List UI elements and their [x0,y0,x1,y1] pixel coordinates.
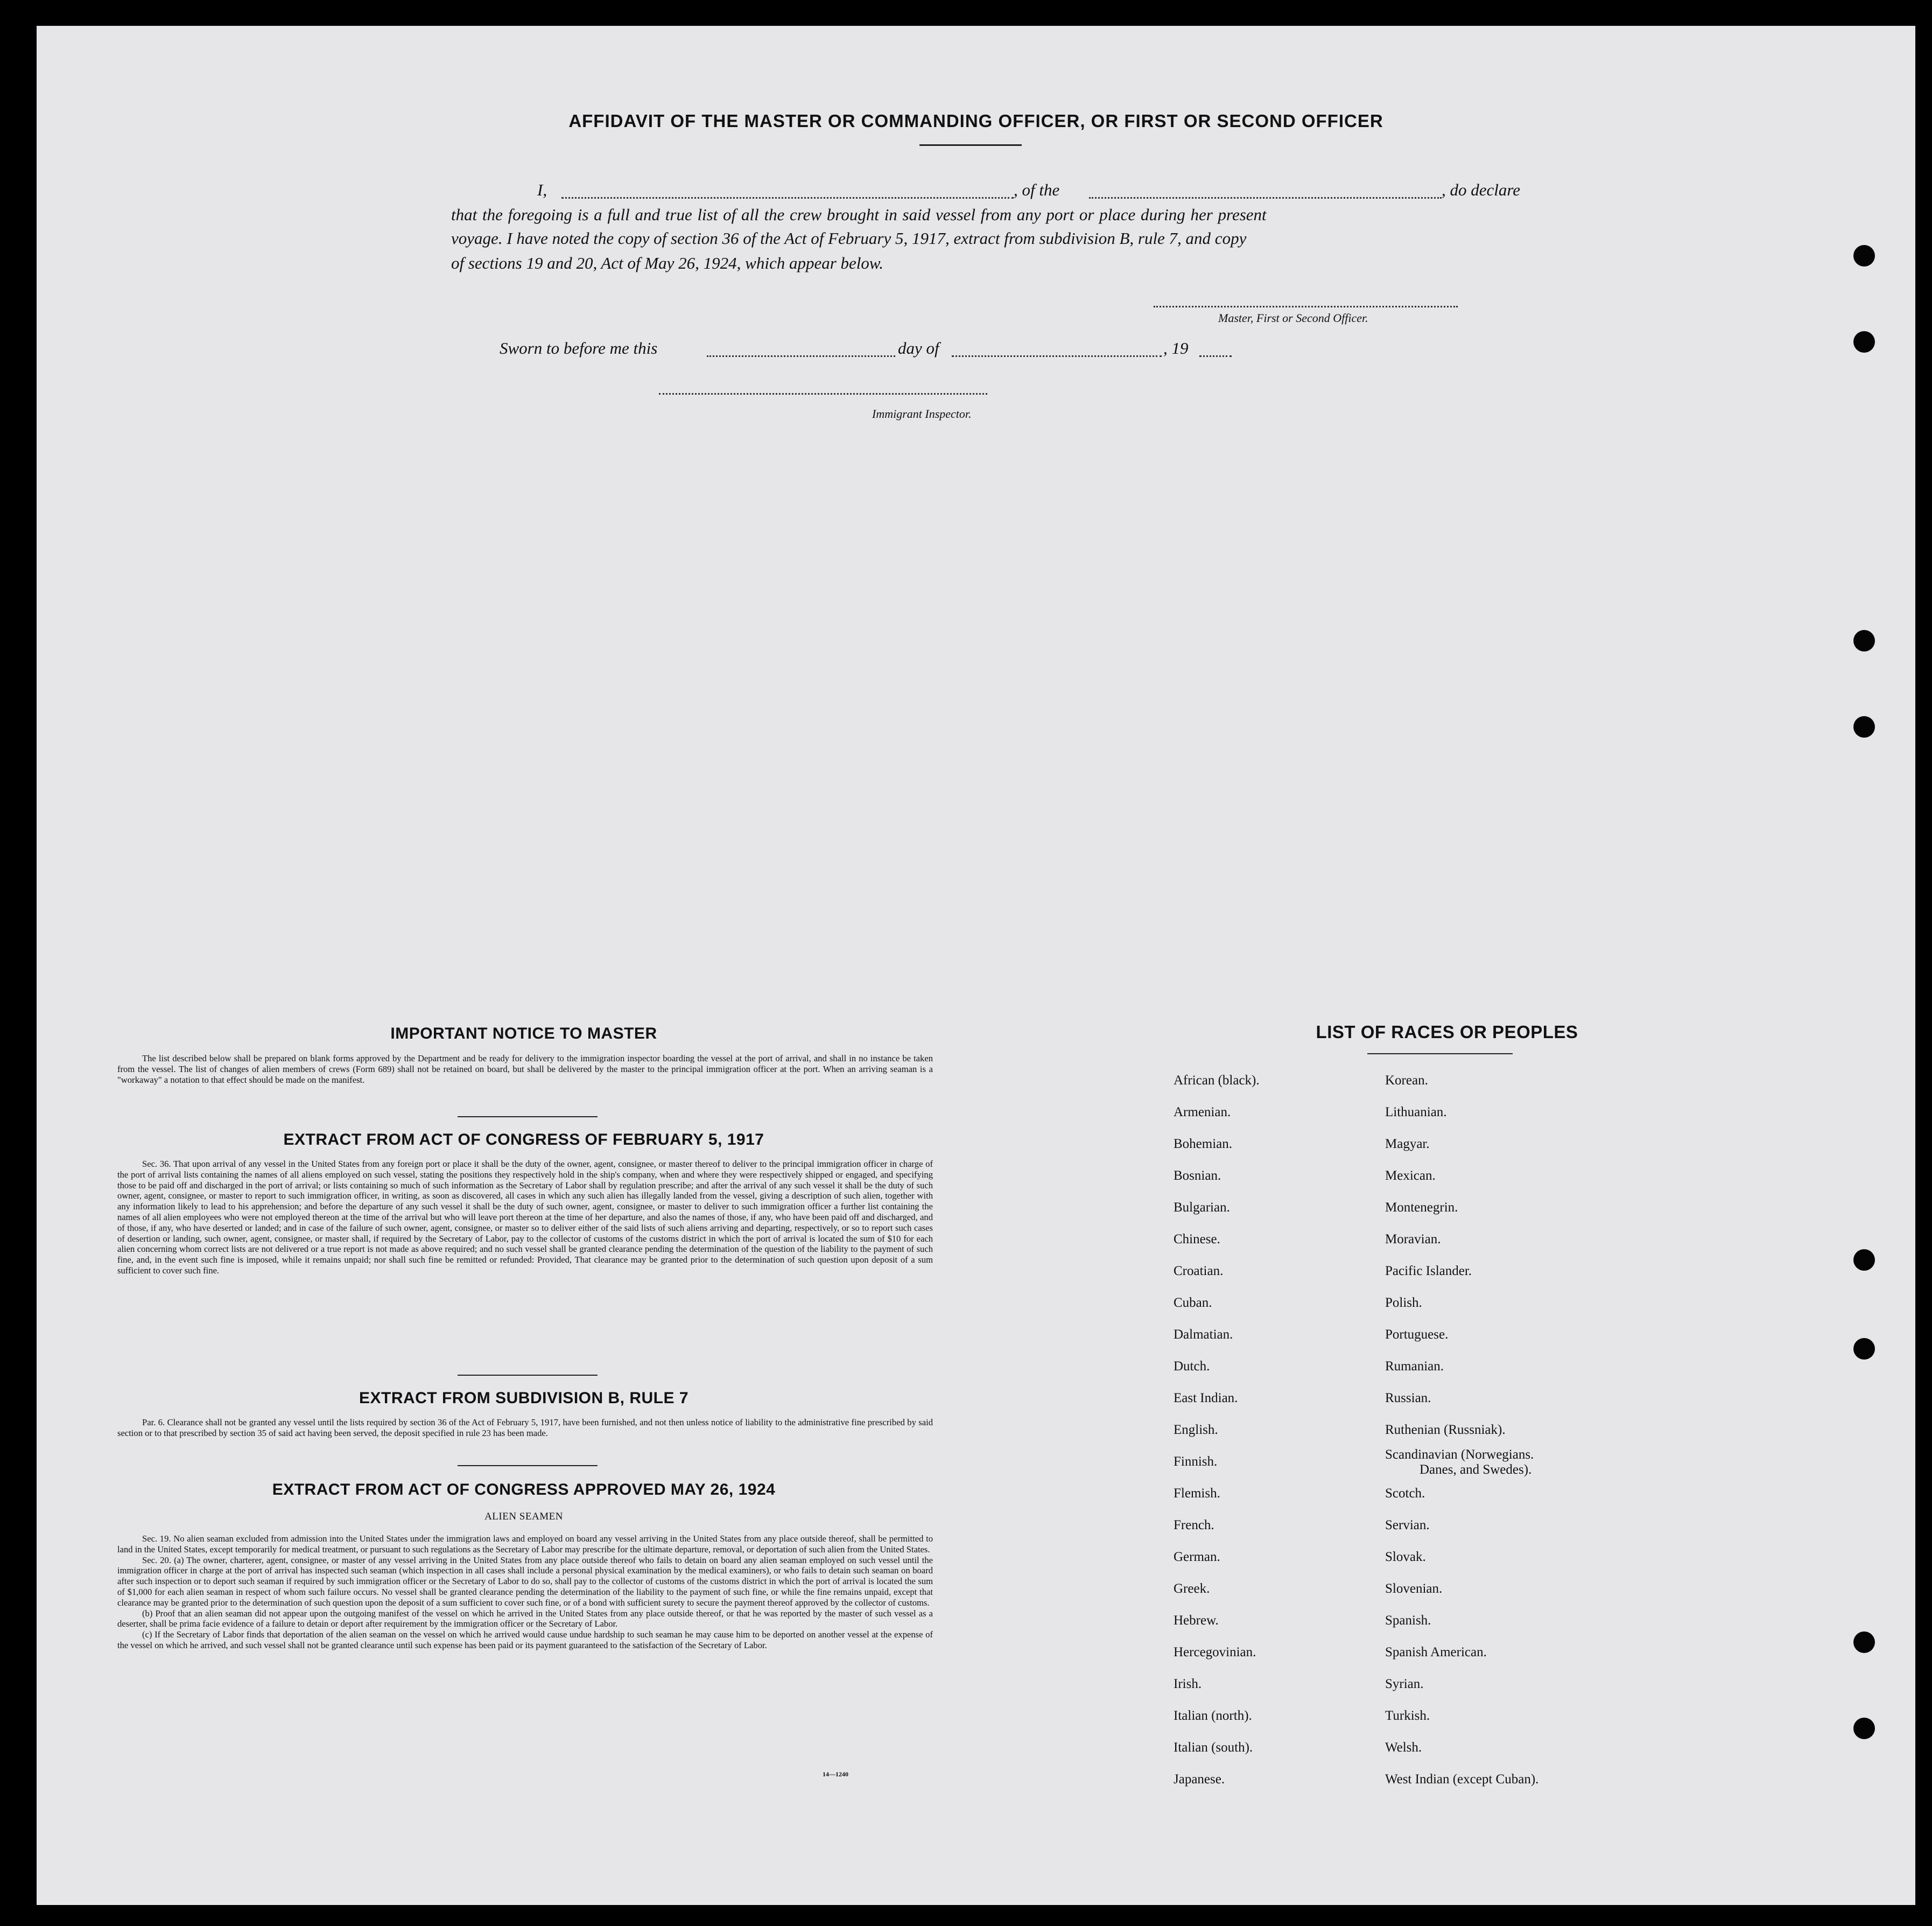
affidavit-line-1 [451,178,1544,202]
race-item: Italian (north). [1174,1708,1252,1723]
race-item: Bohemian. [1174,1137,1233,1151]
extract-1917-text: Sec. 36. That upon arrival of any vessel in the United States from any foreign port or place it shall be the duty of the owner, agent, consignee, or master thereof to deliver to the principal immigration officer in charge of the port of arrival lists containing the names of all aliens employed on such vessel, stating the positions they respectively hold in the ship's company, when and where they were respectively shipped or engaged, and specifying those to be paid off and discharged in the port of arrival; or lists containing so much of such information as the Secretary of Labor shall by regulation prescribe; and after the arrival of any such vessel it shall be the duty of such owner, agent, consignee, or master to report to such immigration officer, in writing, as soon as discovered, all cases in which any such alien has illegally landed from the vessel, giving a description of such alien, together with any information likely to lead to his apprehension; and before the departure of any such vessel it shall be the duty of such owner, agent, consignee, or master to deliver to such immigration officer a further list containing the names of all alien employees who were not employed thereon at the time of the arrival but who will leave port thereon at the time of her departure, and also the names of those, if any, who have been paid off and discharged, and of those, if any, who have deserted or landed; and in case of the failure of such owner, agent, consignee, or master so to deliver either of the said lists of such aliens arriving and departing, respectively, or so to report such cases of desertion or landing, such owner, agent, consignee, or master shall, if required by the Secretary of Labor, pay to the collector of customs of the customs district in which the port of arrival is located the sum of $10 for each alien concerning whom correct lists are not delivered or a true report is not made as above required; and no such vessel shall be granted clearance pending the determination of the question of the liability to the payment of such fine, and, in the event such fine is imposed, while it remains unpaid; nor shall such fine be remitted or refunded: Provided, That clearance may be granted prior to the determination of such question upon deposit of a sum sufficient to cover such fine. [117,1159,933,1276]
signature-label: Master, First or Second Officer. [1218,311,1368,325]
race-item: Russian. [1385,1391,1431,1405]
race-item: Greek. [1174,1581,1210,1596]
sec-19: Sec. 19. No alien seaman excluded from admission into the United States under the immigration laws and employed on board any vessel arriving in the United States from any place outside thereof, shall be permitted to land in the United States, except temporarily for medical treatment, or pursuant to such regulations as the Secretary of Labor may prescribe for the ultimate departure, removal, or deportation of such alien from the United States. [117,1533,933,1554]
race-item: French. [1174,1518,1214,1532]
race-item: Rumanian. [1385,1359,1444,1374]
section-rule [458,1116,598,1117]
sworn-day-blank[interactable] [707,355,895,357]
race-item: East Indian. [1174,1391,1238,1405]
day-of-text: day of [898,339,939,358]
affidavit-title: AFFIDAVIT OF THE MASTER OR COMMANDING OFFICER, OR FIRST OR SECOND OFFICER [568,111,1383,131]
extract-rule7-text: Par. 6. Clearance shall not be granted any vessel until the lists required by section 36 of the Act of February 5, 1917, have been furnished, and not then unless notice of liability to the administrative fine prescribed by said section or to that prescribed by section 35 of said act having been served, the deposit specified in rule 23 has been made. [117,1417,933,1438]
race-item: Chinese. [1174,1232,1220,1246]
race-item: Lithuanian. [1385,1105,1447,1119]
punch-hole [1853,331,1875,353]
punch-hole [1853,245,1875,267]
extract-rule7-title: EXTRACT FROM SUBDIVISION B, RULE 7 [359,1389,689,1407]
race-item: Dutch. [1174,1359,1210,1374]
extract-1924-title: EXTRACT FROM ACT OF CONGRESS APPROVED MAY 26, 1924 [272,1481,776,1498]
race-item: Bulgarian. [1174,1200,1230,1215]
race-item: Korean. [1385,1073,1428,1088]
race-item: German. [1174,1550,1220,1564]
sec-20-c: (c) If the Secretary of Labor finds that deportation of the alien seaman on the vessel on which he arrived would cause undue hardship to such seaman he may cause him to be deported on another vessel at the expense of the vessel on which he arrived, and such vessel shall not be granted clearance until such expense has been paid or its payment guaranteed to the satisfaction of the Secretary of Labor. [117,1629,933,1650]
race-item: Mexican. [1385,1168,1436,1183]
notice-text: The list described below shall be prepared on blank forms approved by the Department and be ready for delivery to the immigration inspector boarding the vessel at the port of arrival, and shall in no instance be taken from the vessel. The list of changes of alien members of crews (Form 689) shall not be retained on board, but shall be delivered by the master to the principal immigration officer at the port. When an arriving seaman is a "workaway" a notation to that effect should be made on the manifest. [117,1053,933,1085]
race-item: Portuguese. [1385,1327,1449,1342]
races-title: LIST OF RACES OR PEOPLES [1316,1022,1578,1042]
race-item: Finnish. [1174,1454,1218,1469]
inspector-label: Immigrant Inspector. [872,407,972,421]
race-item: Irish. [1174,1677,1202,1691]
notice-title: IMPORTANT NOTICE TO MASTER [390,1025,657,1042]
race-item: Spanish American. [1385,1645,1487,1659]
race-item: Moravian. [1385,1232,1441,1246]
race-item: Hercegovinian. [1174,1645,1256,1659]
sworn-month-blank[interactable] [952,355,1162,357]
race-item: Armenian. [1174,1105,1231,1119]
race-item: Syrian. [1385,1677,1424,1691]
affidavit-i: I, [537,180,547,199]
race-item: Turkish. [1385,1708,1430,1723]
alien-seamen-subtitle: ALIEN SEAMEN [484,1511,563,1522]
race-item: Slovak. [1385,1550,1426,1564]
race-item: Dalmatian. [1174,1327,1233,1342]
affidavit-line-2: that the foregoing is a full and true list of all the crew brought in said vessel from any port or place during her present [451,205,1267,224]
extract-1917-title: EXTRACT FROM ACT OF CONGRESS OF FEBRUARY 5, 1917 [283,1131,764,1148]
sec-20-b: (b) Proof that an alien seaman did not appear upon the outgoing manifest of the vessel on which he arrived in the United States from any place outside thereof, or that he was reported by the master of such vessel as a deserter, shall be prima facie evidence of a failure to detain or deport after requirement by the immigration officer or the Secretary of Labor. [117,1608,933,1629]
punch-hole [1853,1631,1875,1653]
punch-hole [1853,630,1875,652]
title-rule [919,144,1022,146]
race-item: Japanese. [1174,1772,1225,1787]
race-item: Ruthenian (Russniak). [1385,1423,1506,1437]
race-item: Flemish. [1174,1486,1220,1501]
race-item: Scandinavian (Norwegians. [1385,1447,1534,1462]
sworn-year-blank[interactable] [1199,355,1232,357]
vessel-blank[interactable] [1089,197,1442,199]
race-item: Pacific Islander. [1385,1264,1472,1278]
affidavit-line-3: voyage. I have noted the copy of section 36 of the Act of February 5, 1917, extract from subdivision B, rule 7, and copy [451,229,1247,248]
signature-line[interactable] [1154,306,1458,307]
race-item: Hebrew. [1174,1613,1219,1628]
race-item: Polish. [1385,1295,1422,1310]
punch-hole [1853,1249,1875,1271]
affidavit-line-4: of sections 19 and 20, Act of May 26, 1924, which appear below. [451,254,884,272]
year-text: , 19 [1163,339,1189,358]
document-page [37,26,1915,1905]
race-item: West Indian (except Cuban). [1385,1772,1539,1787]
race-item: Cuban. [1174,1295,1212,1310]
extract-1924-text [117,1533,933,1651]
race-item: Bosnian. [1174,1168,1221,1183]
race-item: Scotch. [1385,1486,1425,1501]
punch-hole [1853,1718,1875,1739]
races-title-rule [1367,1053,1513,1054]
race-item: Slovenian. [1385,1581,1443,1596]
race-item: English. [1174,1423,1218,1437]
affidavit-of-the: , of the [1014,180,1060,199]
affidavit-do-declare: , do declare [1442,180,1521,199]
section-rule [458,1375,598,1376]
race-item: Spanish. [1385,1613,1431,1628]
race-item: African (black). [1174,1073,1260,1088]
name-blank[interactable] [561,197,1014,199]
race-item: Italian (south). [1174,1740,1253,1755]
punch-hole [1853,1338,1875,1360]
race-item: Montenegrin. [1385,1200,1458,1215]
race-item: Welsh. [1385,1740,1422,1755]
punch-hole [1853,716,1875,738]
sec-20-a: Sec. 20. (a) The owner, charterer, agent, consignee, or master of any vessel arriving in the United States from any place outside thereof who fails to detain on board any alien seaman employed on such vessel until the immigration officer in charge at the port of arrival has inspected such seaman (which inspection in all cases shall include a personal physical examination by the medical examiners), or who fails to detain such seaman on board after such inspection or to deport such seaman if required by such immigration officer or the Secretary of Labor to do so, shall pay to the collector of customs of the customs district in which the port of arrival is located the sum of $1,000 for each alien seaman in respect of whom such failure occurs. No vessel shall be granted clearance pending the determination of the liability to the payment of such fine, or while the fine remains unpaid, except that clearance may be granted prior to the determination of such question upon the deposit of a sum sufficient to cover such fine, or of a bond with sufficient surety to secure the payment thereof approved by the collector of customs. [117,1554,933,1608]
inspector-signature-line[interactable] [659,393,987,395]
form-number: 14—1240 [823,1770,848,1778]
sworn-text: Sworn to before me this [500,339,658,358]
race-item: Croatian. [1174,1264,1224,1278]
section-rule [458,1465,598,1466]
race-item: Magyar. [1385,1137,1430,1151]
race-item: Danes, and Swedes). [1420,1462,1532,1477]
race-item: Servian. [1385,1518,1430,1532]
